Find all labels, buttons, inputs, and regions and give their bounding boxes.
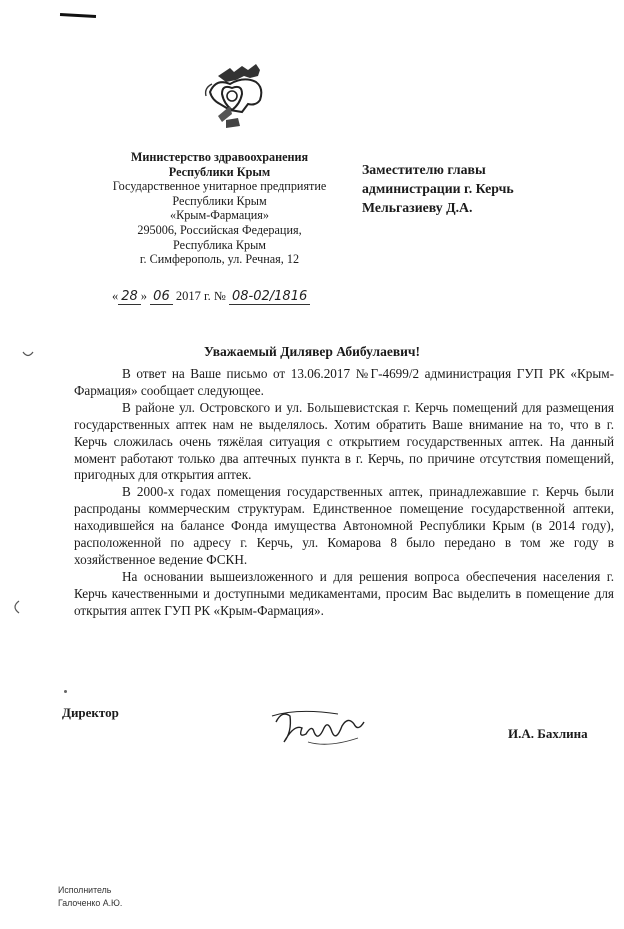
body-paragraph: В 2000-х годах помещения государственных аптек, принадлежавшие г. Керчь были распроданы коммерческим структурам. Единственное помещение государственной аптеки, находившейся на балансе Фонда имущества Автономной Республики Крым (в 2014 году), расположенной по адресу г. Керчь, ул. Комарова 8 было передано в том же году в хозяйственное ведение ФСКН. (74, 484, 614, 567)
crimea-heart-emblem-icon (200, 56, 272, 136)
recipient-line1: Заместителю главы (362, 162, 486, 177)
signer-name: И.А. Бахлина (508, 726, 588, 741)
date-number-line: « 28 » 06 2017 г. № 08-02/1816 (112, 289, 372, 305)
scan-speck (64, 690, 67, 693)
body-paragraph: В ответ на Ваше письмо от 13.06.2017 №Г-4699/2 администрация ГУП РК «Крым-Фармация» сообщает следующее. (74, 366, 614, 398)
scan-mark (60, 13, 96, 18)
sender-address-line2: Республика Крым (172, 237, 266, 252)
letter-greeting: Уважаемый Дилявер Абибулаевич! (203, 344, 421, 359)
date-year-text: 2017 г. № (175, 289, 226, 303)
date-day: 28 (118, 289, 141, 305)
executor-name: Галоченко А.Ю. (58, 897, 123, 908)
recipient-block (362, 160, 602, 217)
letter-body (74, 366, 614, 620)
sender-address-line1: 295006, Российская Федерация, (137, 222, 302, 237)
signer-role: Директор (62, 705, 119, 720)
executor-label: Исполнитель (58, 885, 112, 895)
outgoing-number: 08-02/1816 (229, 289, 310, 305)
sender-block (92, 150, 347, 267)
org-name-line1: Государственное унитарное предприятие (112, 179, 327, 194)
punch-hole-mark (10, 600, 22, 614)
sender-address-line3: г. Симферополь, ул. Речная, 12 (139, 252, 300, 267)
body-paragraph: На основании вышеизложенного и для решения вопроса обеспечения населения г. Керчь качественными и доступными медикаментами, просим Вас выделить в помещение для открытия аптек ГУП РК «Крым-Фармация». (74, 568, 614, 618)
org-name-line2: Республики Крым (172, 193, 267, 208)
org-name: «Крым-Фармация» (169, 208, 269, 223)
ministry-name-line2: Республики Крым (168, 164, 271, 179)
handwritten-signature-icon (268, 702, 378, 750)
recipient-line3: Мельгазиеву Д.А. (362, 200, 473, 215)
date-month: 06 (150, 289, 173, 305)
body-paragraph: В районе ул. Островского и ул. Большевистская г. Керчь помещений для размещения государственных аптек нам не выделялось. Хотим обратить Ваше внимание на то, что в г. Керчь сложилась очень тяжёлая ситуация с открытием государственных аптек. На данный момент работают только два аптечных пункта в г. Керчь, по причине отсутствия помещений, пригодных для открытия аптек. (74, 399, 614, 483)
recipient-line2: администрации г. Керчь (362, 181, 514, 196)
executor-block (58, 884, 122, 909)
ministry-name-line1: Министерство здравоохранения (130, 150, 309, 164)
